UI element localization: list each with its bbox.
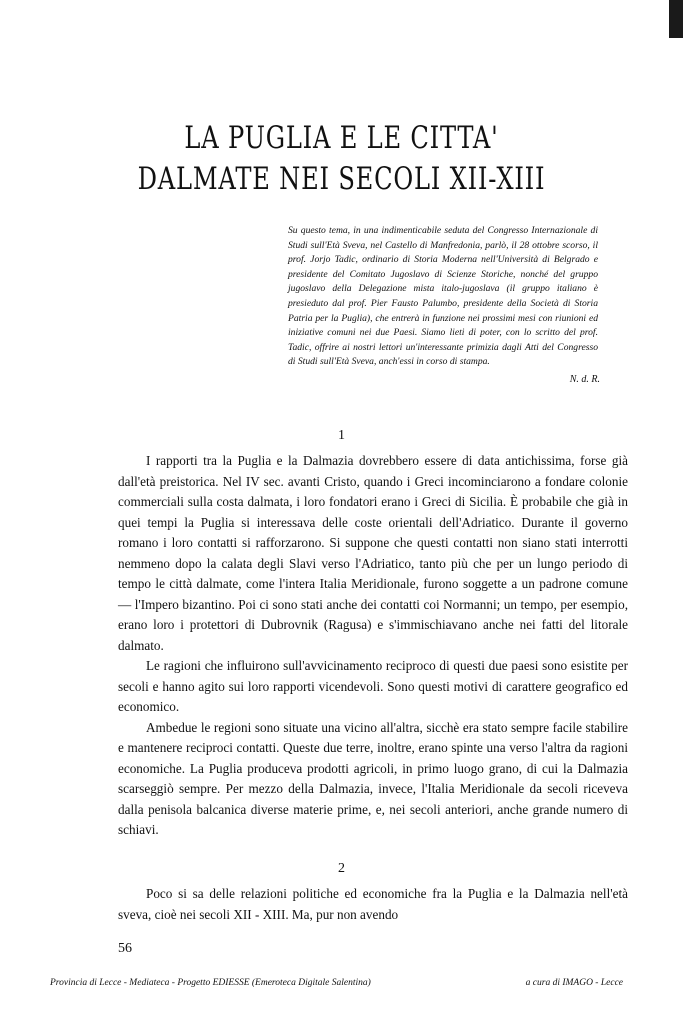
paragraph: Ambedue le regioni sono situate una vicino all'altra, sicchè era stato sempre facile stabilire e mantenere reciproci contatti. Queste due terre, inoltre, erano spinte una verso l'altra da ragioni economiche. La Puglia produceva prodotti agricoli, in primo luogo grano, di cui la Dalmazia scarseggiò sempre. Per mezzo della Dalmazia, invece, l'Italia Meridionale da secoli riceveva dalla penisola balcanica diverse materie prime, e, nei secoli anteriori, anche grande numero di schiavi. xyxy=(118,719,628,837)
section-number-1: 1 xyxy=(338,428,345,443)
footer-credit-right: a cura di IMAGO - Lecce xyxy=(525,978,623,988)
scan-edge-mark xyxy=(669,0,683,38)
footer-credit-left: Provincia di Lecce - Mediateca - Progetto EDIESSE (Emeroteca Digitale Salentina) xyxy=(50,978,371,988)
title-line-1: LA PUGLIA E LE CITTA' xyxy=(184,120,499,156)
paragraph: I rapporti tra la Puglia e la Dalmazia dovrebbero essere di data antichissima, forse già dall'età preistorica. Nel IV sec. avanti Cristo, quando i Greci incominciarono a fondare colonie commerciali sulla costa dalmata, i loro fondatori erano i Greci di Sicilia. È probabile che già in quei tempi la Puglia si interessava delle coste orientali dell'Adriatico. Durante il governo romano i loro contatti si rafforzarono. Si suppone che questi contatti non siano stati interrotti nemmeno dopo la calata degli Slavi verso l'Adriatico, tanto più che per un lungo periodo di tempo le città dalmate, come l'intera Italia Meridionale, furono soggette a un padrone comune — l'Impero bizantino. Poi ci sono stati anche dei contatti coi Normanni; un tempo, per esempio, erano loro i protettori di Dubrovnik (Ragusa) e s'immischiavano anche nei fatti del litorale dalmato. xyxy=(118,453,628,653)
section-number-2: 2 xyxy=(338,861,345,876)
section-2-body xyxy=(118,884,628,925)
article-title xyxy=(75,118,608,200)
paragraph: Le ragioni che influirono sull'avvicinamento reciproco di questi due paesi sono esistite per secoli e hanno agito sui loro rapporti vicendevoli. Sono questi motivi di carattere geografico ed economico. xyxy=(118,658,628,714)
page-number: 56 xyxy=(118,941,132,956)
editorial-note: Su questo tema, in una indimenticabile seduta del Congresso Internazionale di Studi sull'Età Sveva, nel Castello di Manfredonia, parlò, il 28 ottobre scorso, il prof. Jorjo Tadic, ordinario di Storia Moderna nell'Università di Belgrado e presidente del Comitato Jugoslavo di Scienze Storiche, nonché del gruppo jugoslavo della Delegazione mista italo-jugoslava (il gruppo italiano è presieduto dal prof. Pier Fausto Palumbo, presidente della Società di Storia Patria per la Puglia), che entrerà in funzione nei prossimi mesi con riunioni ed iniziative comuni nei due Paesi. Siamo lieti di poter, con lo scritto del prof. Tadic, offrire ai nostri lettori un'interessante primizia dagli Atti del Congresso di Studi sull'Età Sveva, anch'essi in corso di stampa. xyxy=(288,225,598,368)
editorial-note-signature: N. d. R. xyxy=(569,374,600,385)
title-line-2: DALMATE NEI SECOLI XII-XIII xyxy=(137,161,546,197)
paragraph: Poco si sa delle relazioni politiche ed economiche fra la Puglia e la Dalmazia nell'età sveva, cioè nei secoli XII - XIII. Ma, pur non avendo xyxy=(118,886,628,922)
section-1-body xyxy=(118,451,628,841)
